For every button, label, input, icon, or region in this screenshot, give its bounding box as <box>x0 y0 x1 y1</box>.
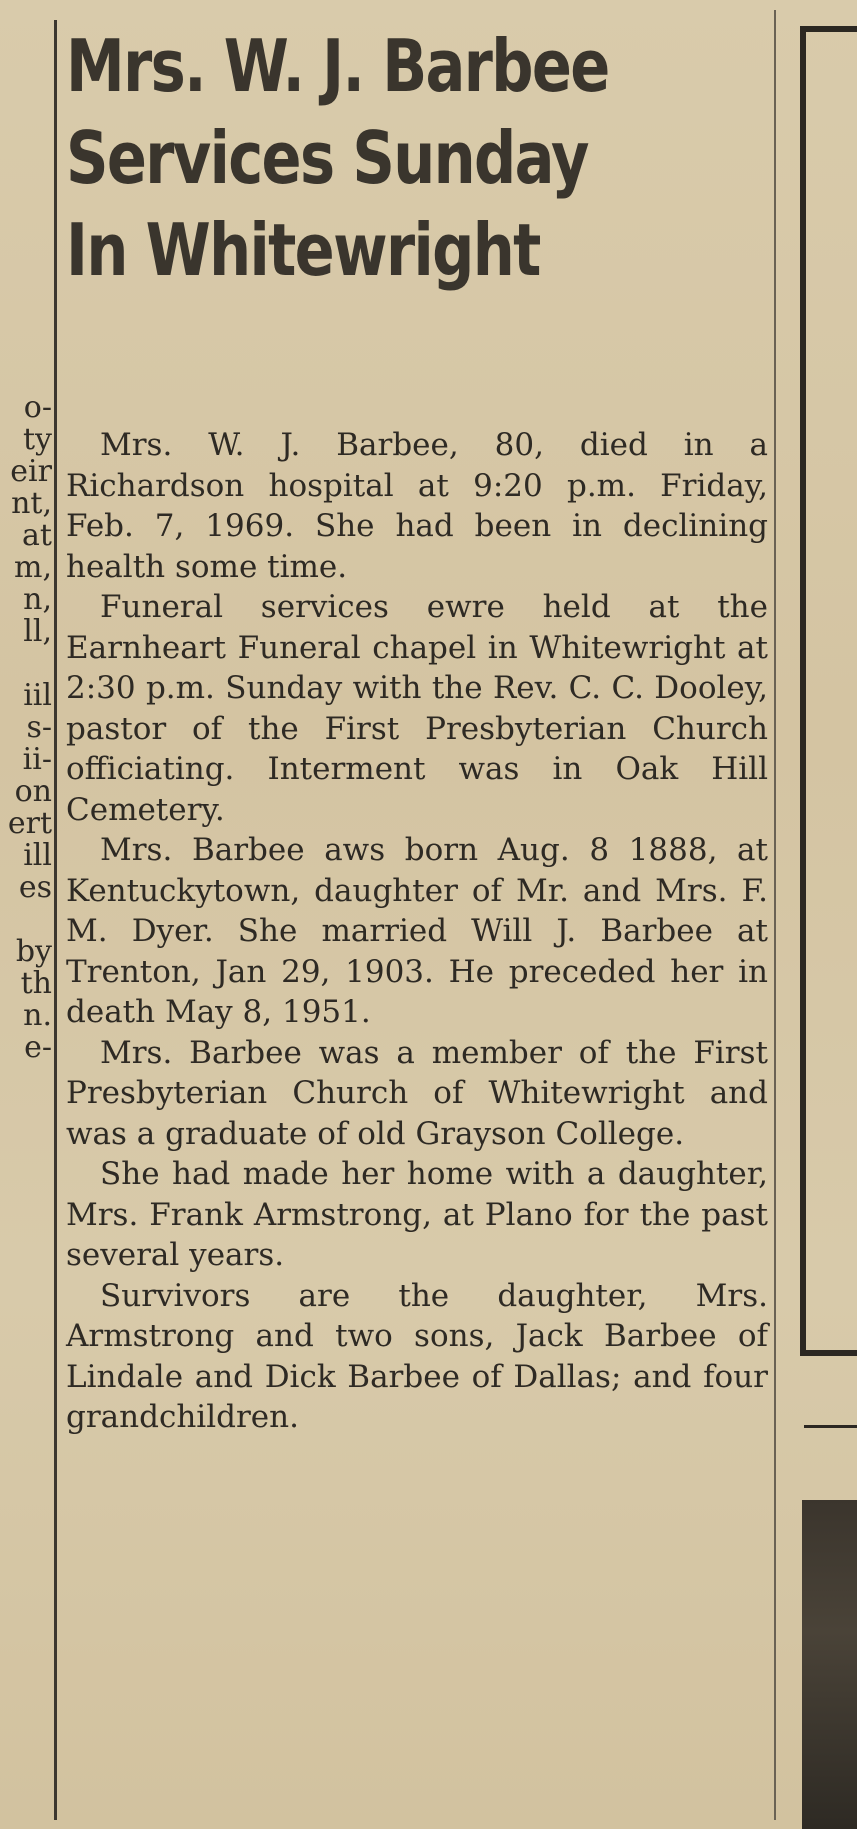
fragment: eir <box>10 456 52 488</box>
fragment: nt, <box>11 488 52 520</box>
paragraph-biography: Mrs. Barbee aws born Aug. 8 1888, at Kentuckytown, daughter of Mr. and Mrs. F. M. Dyer. She married Will J. Barbee at Trenton, Jan 29, 1903. He preceded her in death May 8, 1951. <box>66 832 768 1030</box>
fragment: th <box>20 968 52 1000</box>
fragment: ill <box>23 840 52 872</box>
paragraph-death: Mrs. W. J. Barbee, 80, died in a Richardson hospital at 9:20 p.m. Friday, Feb. 7, 1969. She had been in declining health some time. <box>66 427 768 585</box>
fragment <box>0 904 52 936</box>
fragment: es <box>18 872 52 904</box>
fragment: m, <box>14 552 52 584</box>
fragment: by <box>15 936 52 968</box>
headline <box>66 20 642 296</box>
fragment: o- <box>23 392 52 424</box>
adjacent-column-right <box>796 0 857 1829</box>
border-rule <box>800 26 857 32</box>
fragment: at <box>22 520 52 552</box>
fragment: n, <box>23 584 52 616</box>
obituary-article <box>66 20 768 1435</box>
paragraph-funeral: Funeral services ewre held at the Earnheart Funeral chapel in Whitewright at 2:30 p.m. Sunday with the Rev. C. C. Dooley, pastor of the First Presbyterian Church officiating. Interment was in Oak Hill Cemetery. <box>66 589 768 828</box>
fragment: ert <box>7 808 52 840</box>
column-rule-right <box>774 10 776 1820</box>
adjacent-column-fragments <box>0 392 52 1064</box>
photo-fragment <box>802 1500 857 1829</box>
fragment: n. <box>23 1000 52 1032</box>
headline-line-1: Mrs. W. J. Barbee <box>66 24 609 108</box>
paragraph-membership: Mrs. Barbee was a member of the First Presbyterian Church of Whitewright and was a graduate of old Grayson College. <box>66 1034 768 1152</box>
headline-line-2: Services Sunday <box>66 116 588 200</box>
column-rule-left <box>54 20 57 1820</box>
fragment: ll, <box>23 616 52 648</box>
fragment <box>0 648 52 680</box>
fragment: ty <box>22 424 52 456</box>
paragraph-survivors: Survivors are the daughter, Mrs. Armstrong and two sons, Jack Barbee of Lindale and Dick Barbee of Dallas; and four grandchildren. <box>66 1277 768 1435</box>
border-rule <box>800 26 806 1356</box>
headline-line-3: In Whitewright <box>66 208 540 292</box>
fragment: on <box>14 776 52 808</box>
border-rule <box>800 1350 857 1356</box>
paragraph-residence: She had made her home with a daughter, Mrs. Frank Armstrong, at Plano for the past several years. <box>66 1156 768 1273</box>
article-body <box>66 425 768 1438</box>
fragment: s- <box>26 712 52 744</box>
fragment: ii- <box>22 744 52 776</box>
border-rule <box>804 1425 857 1428</box>
fragment: iil <box>23 680 52 712</box>
fragment: e- <box>24 1032 52 1064</box>
